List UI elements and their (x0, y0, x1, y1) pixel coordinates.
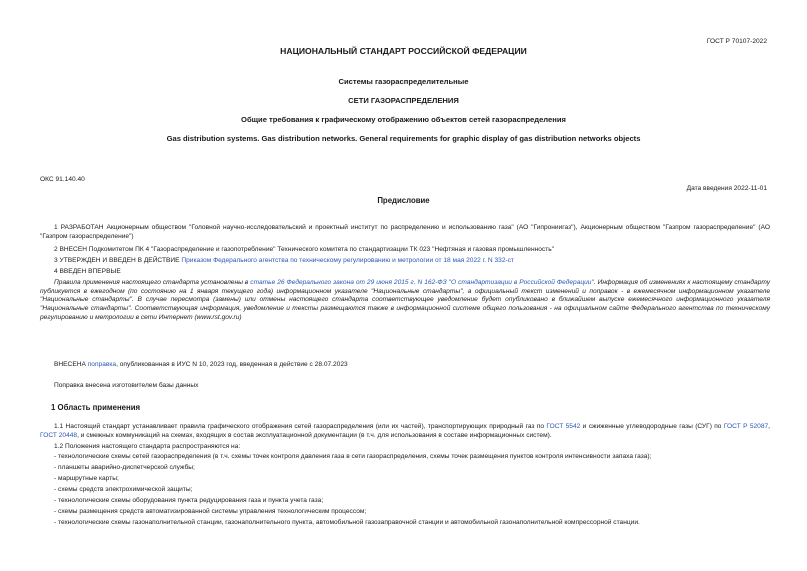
subtitle-requirements: Общие требования к графическому отображению объектов сетей газораспределения (241, 115, 566, 124)
amendment-link[interactable]: поправка (87, 361, 117, 368)
gost-5542-link[interactable]: ГОСТ 5542 (546, 423, 581, 430)
clause-1-1 (40, 423, 770, 440)
standard-title: НАЦИОНАЛЬНЫЙ СТАНДАРТ РОССИЙСКОЙ ФЕДЕРАЦИИ (280, 46, 527, 56)
preface-item-2 (40, 246, 770, 255)
document-code: ГОСТ Р 70107-2022 (706, 38, 767, 45)
preface-p4: 4 ВВЕДЕН ВПЕРВЫЕ (54, 268, 121, 275)
preface-item-4 (40, 268, 770, 277)
rules-text-b: . Информация об изменениях к настоящему стандарту публикуется в ежегодном (по состоянию на 1 января текущего года) информационном указателе "Национальные стандарты", а официальный текст изменений и поправок - в ежемесячном информационном указателе "Национальные стандарты". В случае пересмотра (замены) или отмены настоящего стандарта соответствующее уведомление будет опубликовано в ближайшем выпуске ежемесячного информационного указателя "Национальные стандарты". Соответствующая информация, уведомление и тексты размещаются также в информационной системе общего пользования - на официальном сайте Федерального агентства по техническому регулированию и метрологии в сети Интернет (www.rst.gov.ru) (40, 279, 771, 321)
clause-1-1-text-c: , (768, 423, 770, 430)
clause-1-1-text-d: , и смежных коммуникаций на схемах, входящих в состав эксплуатационной документации (в т.ч. для использования в составе информационных систем). (77, 431, 552, 439)
english-title: Gas distribution systems. Gas distribution networks. General requirements for graphic display of gas distribution networks objects (166, 134, 641, 143)
preface-item-3 (40, 257, 770, 266)
amendment-line (40, 361, 770, 370)
amendment-text-a: ВНЕСЕНА (54, 361, 88, 368)
clause-1-2-text: 1.2 Положения настоящего стандарта распространяются на: (54, 443, 241, 450)
preface-p2: 2 ВНЕСЕН Подкомитетом ПК 4 "Газораспределение и газопотребление" Технического комитета по стандартизации ТК 023 "Нефтяная и газовая промышленность" (54, 246, 555, 253)
list-item: - технологические схемы сетей газораспределения (в т.ч. схемы точек контроля давления газа в сети газораспределения, схемы точек размещения пунктов контроля интенсивности запаха газа); (54, 453, 652, 460)
amendment-note (40, 382, 770, 391)
gost-r-52087-link[interactable]: ГОСТ Р 52087 (723, 423, 769, 430)
amendment-note-text: Поправка внесена изготовителем базы данных (54, 382, 199, 389)
rules-paragraph (40, 279, 770, 323)
oks-code: ОКС 91.140.40 (40, 176, 85, 183)
clause-1-2 (40, 443, 770, 452)
preface-item-1 (40, 224, 770, 241)
order-link[interactable]: Приказом Федерального агентства по техническому регулированию и метрологии от 18 мая 2022 г. N 332-ст (181, 257, 515, 264)
list-item: - маршрутные карты; (54, 475, 119, 482)
preface-p3-text: 3 УТВЕРЖДЕН И ВВЕДЕН В ДЕЙСТВИЕ (54, 257, 182, 264)
list-item: - технологические схемы газонаполнительной станции, газонаполнительного пункта, автомобильной газозаправочной станции и автомобильной газонаполнительной компрессорной станции. (54, 519, 640, 526)
subtitle-networks: СЕТИ ГАЗОРАСПРЕДЕЛЕНИЯ (348, 96, 459, 105)
clause-1-1-text-b: и сжиженные углеводородные газы (СУГ) по (580, 423, 724, 430)
list-item: - схемы средств электрохимической защиты; (54, 486, 193, 493)
list-item: - планшеты аварийно-диспетчерской службы; (54, 464, 195, 471)
federal-law-link[interactable]: статье 26 Федерального закона от 29 июня 2015 г. N 162-ФЗ "О стандартизации в Российской Федерации" (250, 279, 594, 286)
list-item: - схемы размещения средств автоматизированной системы управления технологическим процессом; (54, 508, 367, 515)
subtitle-systems: Системы газораспределительные (338, 77, 469, 86)
preface-p1: 1 РАЗРАБОТАН Акционерным обществом "Головной научно-исследовательский и проектный институт по распределению и использованию газа" (АО "Гипрониигаз"), Акционерным обществом "Газпром газораспределение" (АО "Газпром газораспределение") (40, 224, 770, 240)
clause-1-1-text-a: 1.1 Настоящий стандарт устанавливает правила графического отображения сетей газораспределения (или их частей), транспортирующих природный газ по (54, 423, 547, 430)
scope-list (40, 453, 770, 528)
introduction-date: Дата введения 2022-11-01 (686, 185, 767, 192)
list-item: - технологические схемы оборудования пункта редуцирования газа и пункта учета газа; (54, 497, 324, 504)
gost-20448-link[interactable]: ГОСТ 20448 (40, 431, 78, 439)
rules-text-a: Правила применения настоящего стандарта установлены в (54, 279, 251, 286)
preface-heading: Предисловие (377, 196, 430, 205)
amendment-text-b: , опубликованная в ИУС N 10, 2023 год, введенная в действие с 28.07.2023 (116, 361, 348, 368)
section-1-heading: 1 Область применения (51, 403, 141, 412)
